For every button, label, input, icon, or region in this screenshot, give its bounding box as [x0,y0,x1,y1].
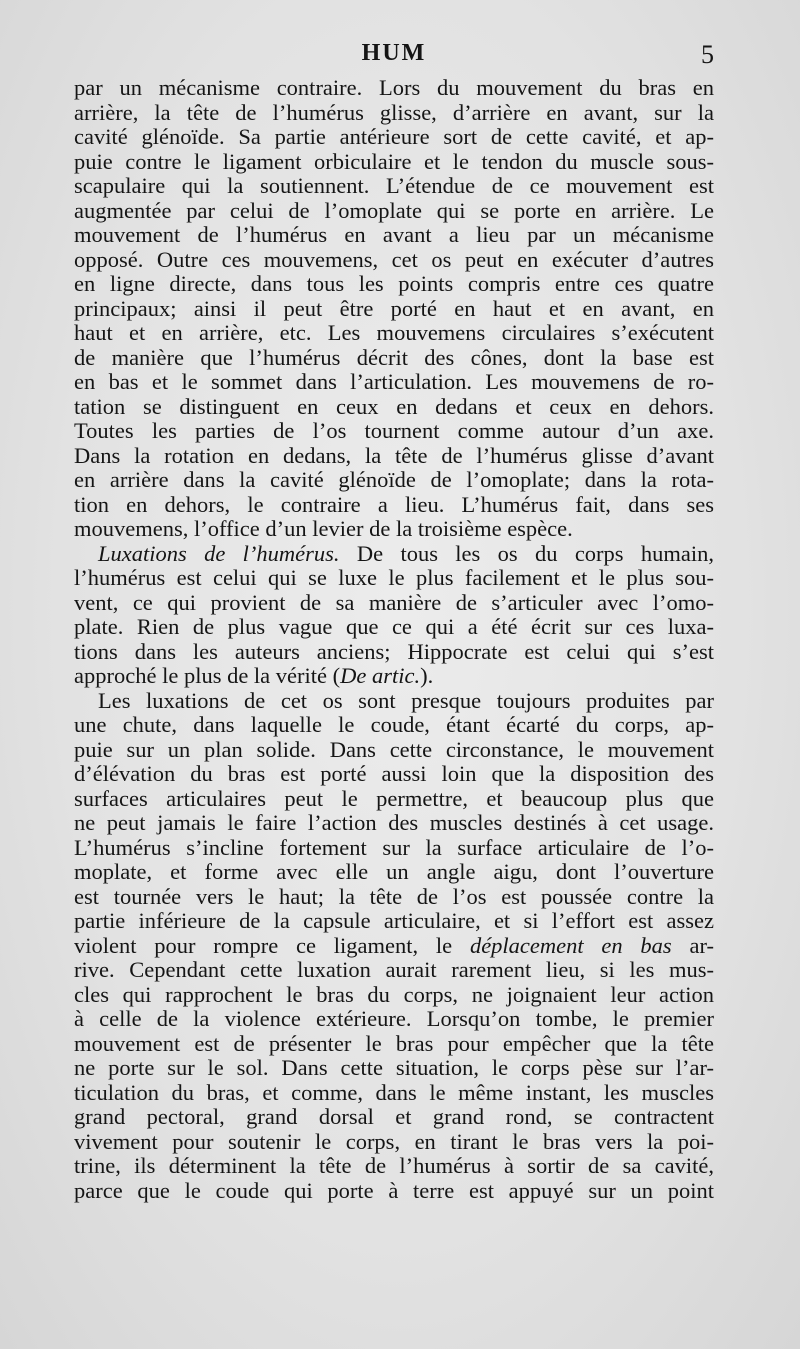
text-line [74,223,714,248]
text-line [74,1154,714,1179]
line-text: en bas et le sommet dans l’articulation. Les mouvemens de ro- [74,369,714,394]
line-text: par un mécanisme contraire. Lors du mouvement du bras en [74,75,714,100]
text-line [74,150,714,175]
text-line [74,934,714,959]
text-line [74,958,714,983]
text-line [74,517,714,542]
line-text: arrière, la tête de l’humérus glisse, d’arrière en avant, sur la [74,99,714,125]
line-text: grand pectoral, grand dorsal et grand rond, se contractent [74,1104,714,1129]
line-text: en ligne directe, dans tous les points compris entre ces quatre [74,271,714,296]
line-text: à celle de la violence extérieure. Lorsqu’on tombe, le premier [74,1006,714,1031]
line-text: de manière que l’humérus décrit des cônes, dont la base est [74,344,714,370]
text-line [74,787,714,812]
text-line [74,272,714,297]
line-text: en arrière dans la cavité glénoïde de l’omoplate; dans la rota- [74,467,714,492]
text-line [74,591,714,616]
text-line [74,1130,714,1155]
text-line [74,370,714,395]
text-line [74,566,714,591]
text-line [74,762,714,787]
text-line [74,640,714,665]
text-line [74,444,714,469]
line-text: mouvemens, l’office d’un levier de la troisième espèce. [74,516,573,541]
text-line [74,860,714,885]
text-line [74,885,714,910]
line-text: augmentée par celui de l’omoplate qui se porte en arrière. Le [74,197,714,223]
line-text: violent pour rompre ce ligament, le [74,932,470,958]
text-line [74,297,714,322]
text-line [74,321,714,346]
text-line [74,1056,714,1081]
line-text: scapulaire qui la soutiennent. L’étendue de ce mouvement est [74,173,714,198]
line-text: cles qui rapprochent le bras du corps, ne joignaient leur action [74,981,714,1007]
text-line [74,1081,714,1106]
text-line [74,1105,714,1130]
text-line [74,1032,714,1057]
line-text: moplate, et forme avec elle un angle aigu, dont l’ouverture [74,859,714,884]
line-text: L’humérus s’incline fortement sur la surface articulaire de l’o- [74,834,714,860]
text-line [74,1179,714,1204]
line-text: puie sur un plan solide. Dans cette circonstance, le mouvement [74,736,714,762]
line-text: parce que le coude qui porte à terre est appuyé sur un point [74,1177,714,1203]
line-text: Dans la rotation en dedans, la tête de l’humérus glisse d’avant [74,442,714,468]
line-text: mouvement de l’humérus en avant a lieu par un mécanisme [74,222,714,247]
text-line [74,689,714,714]
line-text: surfaces articulaires peut le permettre, et beaucoup plus que [74,785,714,811]
line-text: tion en dehors, le contraire a lieu. L’humérus fait, dans ses [74,491,714,517]
text-line [74,76,714,101]
italic-heading: Luxations de l’humérus. [98,540,340,566]
text-line [74,615,714,640]
line-text: tation se distinguent en ceux en dedans et ceux en dehors. [74,393,714,419]
text-line [74,101,714,126]
line-text: vent, ce qui provient de sa manière de s’articuler avec l’omo- [74,589,714,615]
text-line [74,199,714,224]
running-head: HUM [361,40,427,66]
line-text: ne porte sur le sol. Dans cette situation, le corps pèse sur l’ar- [74,1055,714,1080]
text-line [74,542,714,567]
text-line [74,909,714,934]
page-header [74,40,714,76]
line-suffix: ar- [671,932,714,958]
line-text: principaux; ainsi il peut être porté en haut et en avant, en [74,295,714,321]
text-line [74,1007,714,1032]
line-text: cavité glénoïde. Sa partie antérieure sort de cette cavité, et ap- [74,124,714,149]
line-suffix: ). [420,663,434,688]
line-text: plate. Rien de plus vague que ce qui a été écrit sur ces luxa- [74,614,714,639]
text-line [74,836,714,861]
line-text: tions dans les auteurs anciens; Hippocrate est celui qui s’est [74,638,714,664]
text-line [74,811,714,836]
line-text: l’humérus est celui qui se luxe le plus facilement et le plus sou- [74,565,714,590]
line-text: vivement pour soutenir le corps, en tirant le bras vers la poi- [74,1128,714,1154]
text-line [74,419,714,444]
text-line [74,346,714,371]
text-line [74,248,714,273]
line-text: trine, ils déterminent la tête de l’humérus à sortir de sa cavité, [74,1153,714,1178]
line-text: Toutes les parties de l’os tournent comme autour d’un axe. [74,418,714,443]
line-text: rive. Cependant cette luxation aurait rarement lieu, si les mus- [74,957,714,982]
text-line [74,713,714,738]
line-text: ne peut jamais le faire l’action des muscles destinés à cet usage. [74,810,714,835]
line-text: puie contre le ligament orbiculaire et le tendon du muscle sous- [74,148,714,174]
text-line [74,395,714,420]
line-text: une chute, dans laquelle le coude, étant écarté du corps, ap- [74,712,714,737]
text-line [74,738,714,763]
line-text: De tous les os du corps humain, [356,540,715,566]
text-line [74,983,714,1008]
text-line [74,664,714,689]
line-text: d’élévation du bras est porté aussi loin que la disposition des [74,761,714,786]
line-text: Les luxations de cet os sont presque toujours produites par [98,687,714,713]
text-line [74,174,714,199]
line-text: haut et en arrière, etc. Les mouvemens circulaires s’exécutent [74,320,714,345]
line-text: ticulation du bras, et comme, dans le même instant, les muscles [74,1079,714,1105]
text-line [74,125,714,150]
text-line [74,493,714,518]
line-text: est tournée vers le haut; la tête de l’os est poussée contre la [74,883,714,909]
italic-text: De artic. [340,663,421,688]
line-text: partie inférieure de la capsule articulaire, et si l’effort est assez [74,908,714,933]
page-number: 5 [701,40,714,69]
line-text: mouvement est de présenter le bras pour empêcher que la tête [74,1030,714,1056]
text-line [74,468,714,493]
body-text [74,76,714,1203]
line-text: opposé. Outre ces mouvemens, cet os peut en exécuter d’autres [74,246,714,272]
italic-text: déplacement en bas [469,932,672,958]
line-text: approché le plus de la vérité ( [74,663,341,688]
